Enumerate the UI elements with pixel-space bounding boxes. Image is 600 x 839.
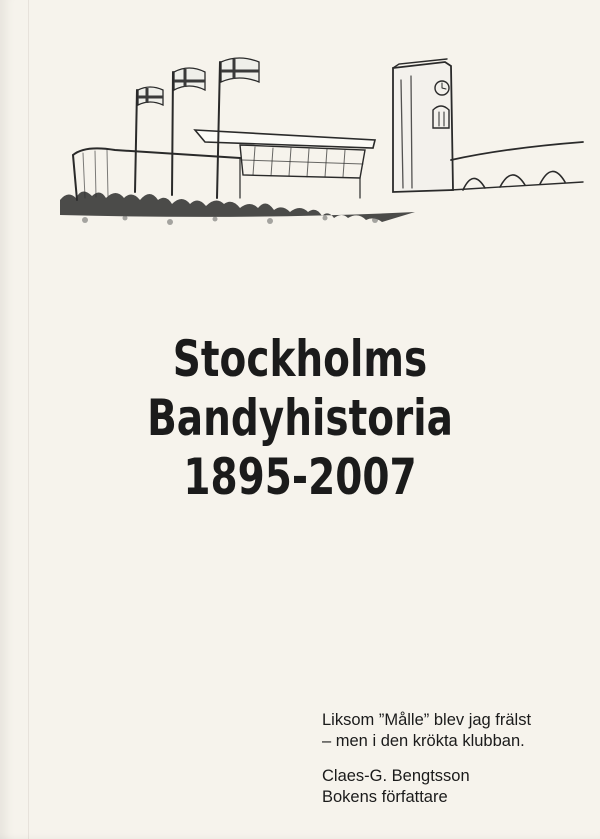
author-role: Bokens författare (322, 788, 448, 806)
flag-icon (138, 58, 259, 105)
book-title (66, 330, 534, 507)
stadium-illustration (55, 50, 585, 235)
stadium-tower-icon (393, 59, 453, 192)
tagline-line: – men i den krökta klubban. (322, 732, 525, 750)
author-name: Claes-G. Bengtsson (322, 767, 470, 785)
tagline (322, 710, 531, 752)
title-line: Stockholms (172, 330, 428, 388)
tagline-line: Liksom ”Målle” blev jag frälst (322, 711, 532, 729)
spine-crease (28, 0, 29, 839)
title-years: 1895-2007 (183, 448, 417, 506)
title-line: Bandyhistoria (147, 389, 453, 447)
author-credit (322, 766, 470, 808)
